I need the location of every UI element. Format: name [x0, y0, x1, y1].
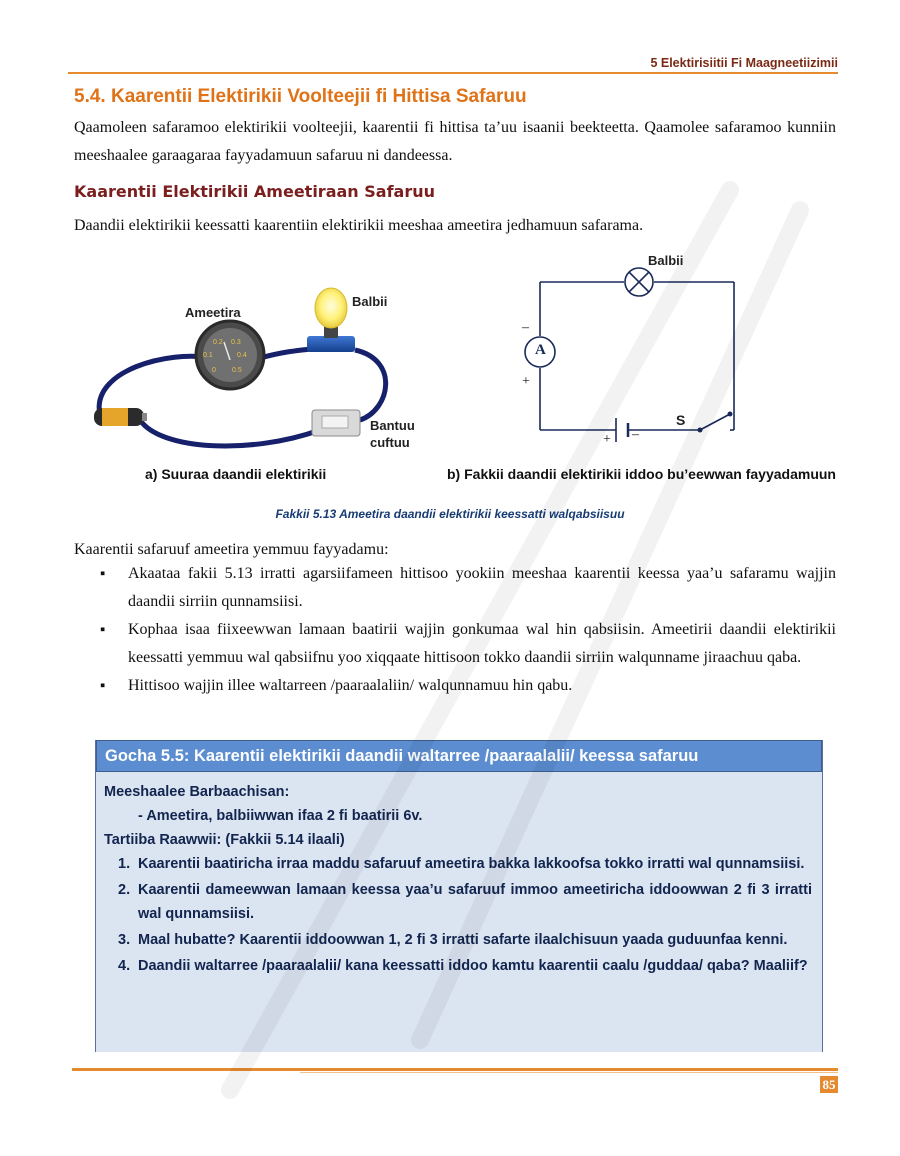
materials-list: - Ameetira, balbiiwwan ifaa 2 fi baatirii 6v. [138, 808, 423, 824]
list-item: ▪ Kophaa isaa fiixeewwan lamaan baatirii wajjin gonkumaa wal hin qabsiisin. Ameetirii daandii elektirikii keessatti yemmuu wal qabsiifnu yoo xiqqaate hittisoon tokko daandii sirriin walqunname jiraachuu qaba. [100, 616, 836, 672]
dial-tick: 0.2 [213, 339, 223, 346]
schematic-plus-ammeter: + [522, 374, 530, 389]
circuit-schematic [520, 258, 760, 448]
wire [355, 350, 386, 420]
caption-b: b) Fakkii daandii elektirikii iddoo bu’eewwan fayyadamuun [447, 466, 836, 482]
step-text: Daandii waltarree /paaraalalii/ kana keessatti iddoo kamtu kaarentii caalu /guddaa/ qaba? Maaliif? [138, 958, 808, 974]
schematic-switch-label: S [676, 412, 686, 428]
step-number: 1. [118, 856, 131, 872]
lamp-symbol [625, 268, 653, 296]
page-number: 85 [820, 1076, 838, 1093]
activity-title: Gocha 5.5: Kaarentii elektirikii daandii waltarree /paaraalalii/ keessa safaruu [96, 740, 822, 772]
list-item: ▪ Hittisoo wajjin illee waltarreen /paaraalaliin/ walqunnamuu hin qabu. [100, 672, 836, 700]
dial-tick: 0.1 [203, 352, 213, 359]
bulb-icon [307, 288, 355, 352]
dial-tick: 0.5 [232, 367, 242, 374]
step-number: 3. [118, 932, 131, 948]
dial-tick: 0.4 [237, 352, 247, 359]
step-text: Kaarentii dameewwan lamaan keessa yaa’u safaruuf immoo ameetiricha iddoowwan 2 fi 3 irratti wal qunnamsiisi. [138, 882, 812, 922]
schematic-minus-ammeter: – [522, 320, 529, 335]
battery-symbol [616, 418, 628, 442]
step-number: 4. [118, 958, 131, 974]
wire [99, 356, 210, 415]
section-title: 5.4. Kaarentii Elektirikii Voolteejii fi Hittisa Safaruu [74, 86, 527, 107]
dial-tick: 0.3 [231, 339, 241, 346]
label-bulb: Balbii [352, 294, 388, 309]
switch-icon [312, 410, 360, 436]
label-switch-line2: cuftuu [370, 435, 410, 450]
procedure-steps [104, 852, 812, 978]
activity-box [95, 740, 823, 1052]
subsection-title: Kaarentii Elektirikii Ameetiraan Safaruu [74, 182, 435, 201]
list-item [104, 878, 812, 926]
wire [140, 420, 320, 446]
usage-intro: Kaarentii safaruuf ameetira yemmuu fayyadamu: [74, 541, 389, 558]
battery-icon [94, 408, 147, 426]
schematic-minus-battery: – [632, 427, 639, 442]
subsection-text: Daandii elektirikii keessatti kaarentiin elektirikii meeshaa ameetira jedhamuun safarama. [74, 217, 644, 234]
footer-rule [72, 1068, 838, 1071]
procedure-label: Tartiiba Raawwii: (Fakkii 5.14 ilaali) [104, 832, 345, 848]
chapter-header: 5 Elektirisiitii Fi Maagneetiizimii [650, 56, 838, 70]
step-text: Maal hubatte? Kaarentii iddoowwan 1, 2 fi 3 irratti safarte ilaalchisuun yaada guduunfaa kenni. [138, 932, 788, 948]
usage-bullets [100, 560, 836, 700]
label-ammeter: Ameetira [185, 305, 241, 320]
header-rule [68, 72, 838, 74]
list-item [104, 928, 812, 952]
dial-tick: 0 [212, 367, 216, 374]
section-intro: Qaamoleen safaramoo elektirikii voolteejii, kaarentii fi hittisa ta’uu isaanii beekteetta. Qaamolee safaramoo kunniin meeshaalee garaagaraa fayyadamuun safaruu ni dandeessa. [74, 119, 836, 164]
schematic-plus-battery: + [603, 432, 611, 447]
activity-body [96, 772, 822, 978]
figure-caption: Fakkii 5.13 Ameetira daandii elektirikii keessatti walqabsiisuu [275, 507, 625, 521]
list-item [104, 852, 812, 876]
materials-label: Meeshaalee Barbaachisan: [104, 784, 290, 800]
step-text: Kaarentii baatiricha irraa maddu safaruuf ameetira bakka lakkoofsa tokko irratti wal qunnamsiisi. [138, 856, 805, 872]
schematic-ammeter-symbol: A [535, 342, 546, 358]
label-switch-line1: Bantuu [370, 418, 415, 433]
list-item: ▪ Akaataa fakii 5.13 irratti agarsiifameen hittisoo yookiin meeshaa kaarentii keessa yaa’u safaramu wajjin daandii sirriin qunnamsiisi. [100, 560, 836, 616]
list-item [104, 954, 812, 978]
schematic-label-bulb: Balbii [648, 253, 684, 268]
footer-rule-thin [300, 1072, 838, 1073]
step-number: 2. [118, 882, 131, 898]
caption-a: a) Suuraa daandii elektirikii [145, 466, 327, 482]
